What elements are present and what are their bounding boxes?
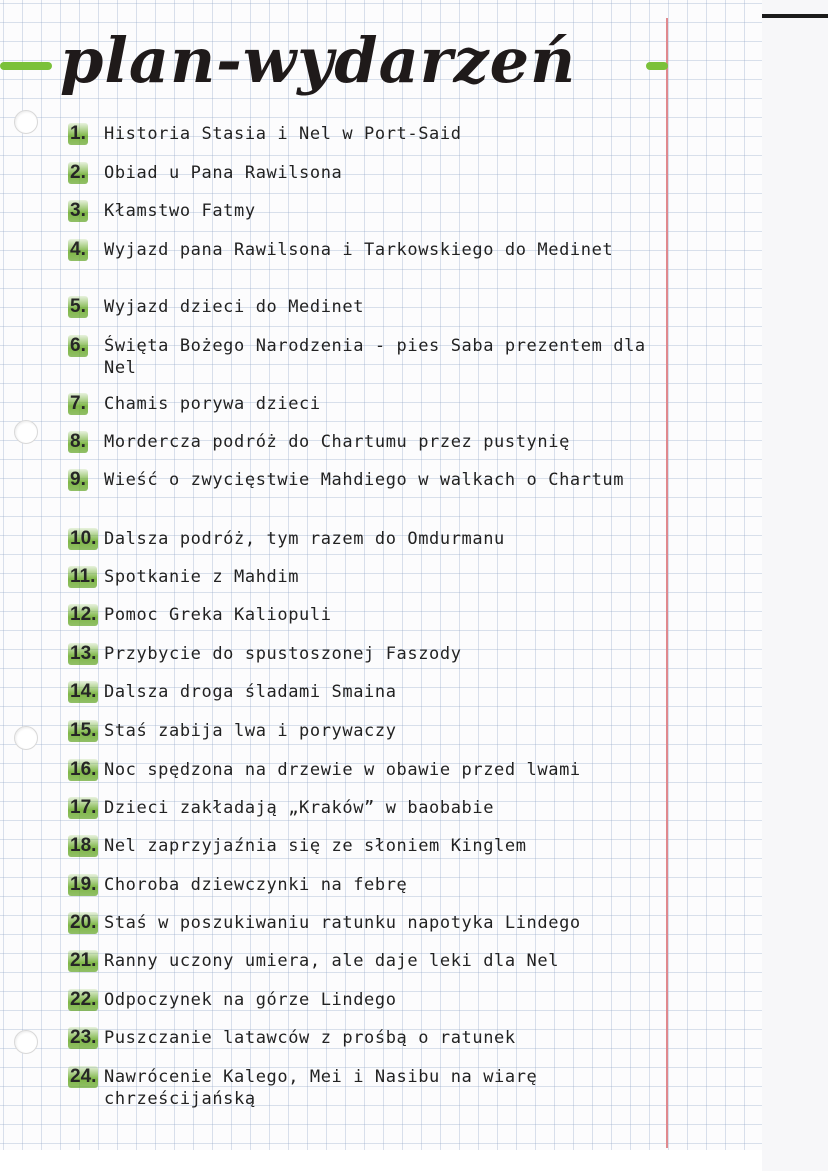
page-edge (762, 0, 828, 1171)
item-number: 8. (70, 431, 86, 452)
item-text: Odpoczynek na górze Lindego (104, 990, 397, 1010)
item-number: 4. (70, 239, 86, 260)
item-text: Dzieci zakładają „Kraków” w baobabie (104, 798, 495, 818)
item-number: 1. (70, 123, 86, 144)
title-dash-right (646, 62, 668, 70)
item-text: Wieść o zwycięstwie Mahdiego w walkach o Chartum (104, 470, 625, 490)
item-number: 10. (70, 528, 97, 549)
binder-hole (14, 726, 38, 750)
page-title: plan-wydarzeń (60, 24, 577, 97)
item-number: 12. (70, 604, 97, 625)
item-number: 14. (70, 681, 97, 702)
item-number: 11. (70, 566, 96, 587)
item-number: 18. (70, 835, 97, 856)
item-text: Nel zaprzyjaźnia się ze słoniem Kinglem (104, 836, 527, 856)
item-text: Noc spędzona na drzewie w obawie przed lwami (104, 760, 581, 780)
item-number: 15. (70, 720, 97, 741)
item-text: Wyjazd dzieci do Medinet (104, 297, 365, 317)
title-dash-left (0, 62, 52, 70)
item-text: Historia Stasia i Nel w Port-Said (104, 124, 462, 144)
item-text: Mordercza podróż do Chartumu przez pustynię (104, 432, 570, 452)
item-text: Staś w poszukiwaniu ratunku napotyka Lindego (104, 913, 581, 933)
item-text: Pomoc Greka Kaliopuli (104, 605, 332, 625)
item-text: Choroba dziewczynki na febrę (104, 875, 408, 895)
item-text: Wyjazd pana Rawilsona i Tarkowskiego do Medinet (104, 240, 614, 260)
item-text: Staś zabija lwa i porywaczy (104, 721, 397, 741)
item-number: 20. (70, 912, 97, 933)
item-text: Święta Bożego Narodzenia - pies Saba prezentem dla Nel (104, 336, 646, 378)
item-number: 9. (70, 469, 86, 490)
item-number: 7. (70, 393, 86, 414)
item-text: Ranny uczony umiera, ale daje leki dla Nel (104, 951, 560, 971)
item-number: 5. (70, 296, 86, 317)
item-number: 2. (70, 162, 86, 183)
margin-line (666, 18, 668, 1148)
item-number: 13. (70, 643, 97, 664)
title-block (0, 22, 680, 102)
item-text: Dalsza podróż, tym razem do Omdurmanu (104, 529, 505, 549)
item-text: Chamis porywa dzieci (104, 394, 321, 414)
item-text: Kłamstwo Fatmy (104, 201, 256, 221)
binder-hole (14, 420, 38, 444)
item-number: 19. (70, 874, 97, 895)
item-number: 17. (70, 797, 97, 818)
item-number: 6. (70, 335, 86, 356)
item-number: 24. (70, 1066, 97, 1087)
item-text: Przybycie do spustoszonej Faszody (104, 644, 462, 664)
page-bottom-edge (0, 1150, 762, 1171)
binder-hole (14, 1030, 38, 1054)
item-text: Dalsza droga śladami Smaina (104, 682, 397, 702)
binder-hole (14, 110, 38, 134)
item-number: 16. (70, 759, 97, 780)
item-number: 22. (70, 989, 97, 1010)
item-number: 3. (70, 200, 86, 221)
item-number: 23. (70, 1027, 97, 1048)
item-text: Nawrócenie Kalego, Mei i Nasibu na wiarę chrześcijańską (104, 1067, 538, 1109)
item-number: 21. (70, 950, 97, 971)
item-text: Obiad u Pana Rawilsona (104, 163, 343, 183)
page-edge-shadow (762, 14, 828, 18)
item-text: Spotkanie z Mahdim (104, 567, 300, 587)
item-text: Puszczanie latawców z prośbą o ratunek (104, 1028, 516, 1048)
